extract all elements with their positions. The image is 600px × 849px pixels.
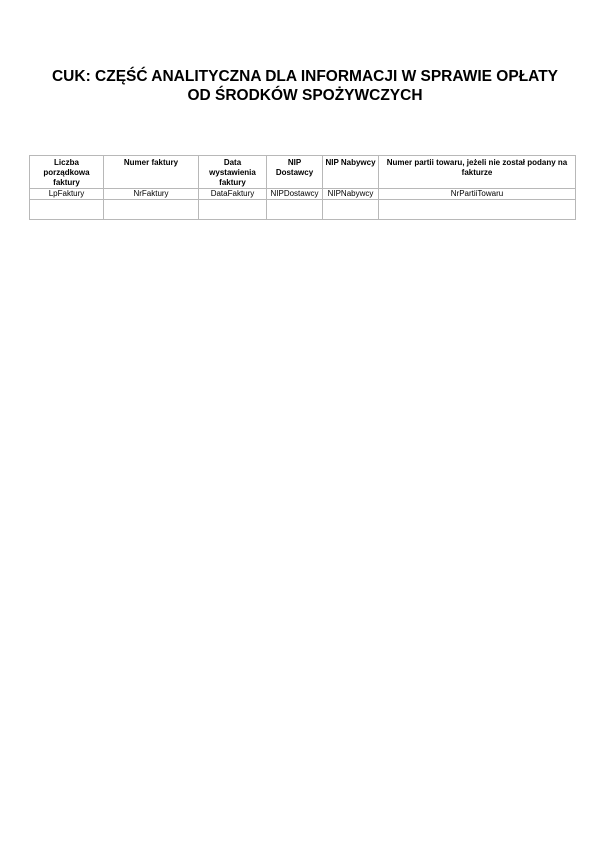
- table-cell-empty: [379, 200, 576, 220]
- table-cell: LpFaktury: [30, 189, 104, 200]
- table-cell-empty: [199, 200, 267, 220]
- table-row-empty: [30, 200, 576, 220]
- column-header-supplier-nip: NIP Dostawcy: [267, 156, 323, 189]
- table-cell-empty: [323, 200, 379, 220]
- column-header-invoice-date: Data wystawienia faktury: [199, 156, 267, 189]
- table-row: [30, 189, 576, 200]
- column-header-invoice-number: Numer faktury: [104, 156, 199, 189]
- table-cell-empty: [267, 200, 323, 220]
- document-title-line-1: CUK: CZĘŚĆ ANALITYCZNA DLA INFORMACJI W SPRAWIE OPŁATY: [51, 68, 559, 85]
- table-cell: NIPDostawcy: [267, 189, 323, 200]
- table-cell: NrPartiiTowaru: [379, 189, 576, 200]
- column-header-batch-number: Numer partii towaru, jeżeli nie został podany na fakturze: [379, 156, 576, 189]
- table-cell: DataFaktury: [199, 189, 267, 200]
- column-header-buyer-nip: NIP Nabywcy: [323, 156, 379, 189]
- table-cell-empty: [30, 200, 104, 220]
- analytics-table: [29, 155, 576, 220]
- document-title: [0, 67, 600, 105]
- table-header-row: [30, 156, 576, 189]
- column-header-lp: Liczba porządkowa faktury: [30, 156, 104, 189]
- table-cell: NIPNabywcy: [323, 189, 379, 200]
- table-cell-empty: [104, 200, 199, 220]
- document-title-line-2: OD ŚRODKÓW SPOŻYWCZYCH: [187, 87, 423, 104]
- table-cell: NrFaktury: [104, 189, 199, 200]
